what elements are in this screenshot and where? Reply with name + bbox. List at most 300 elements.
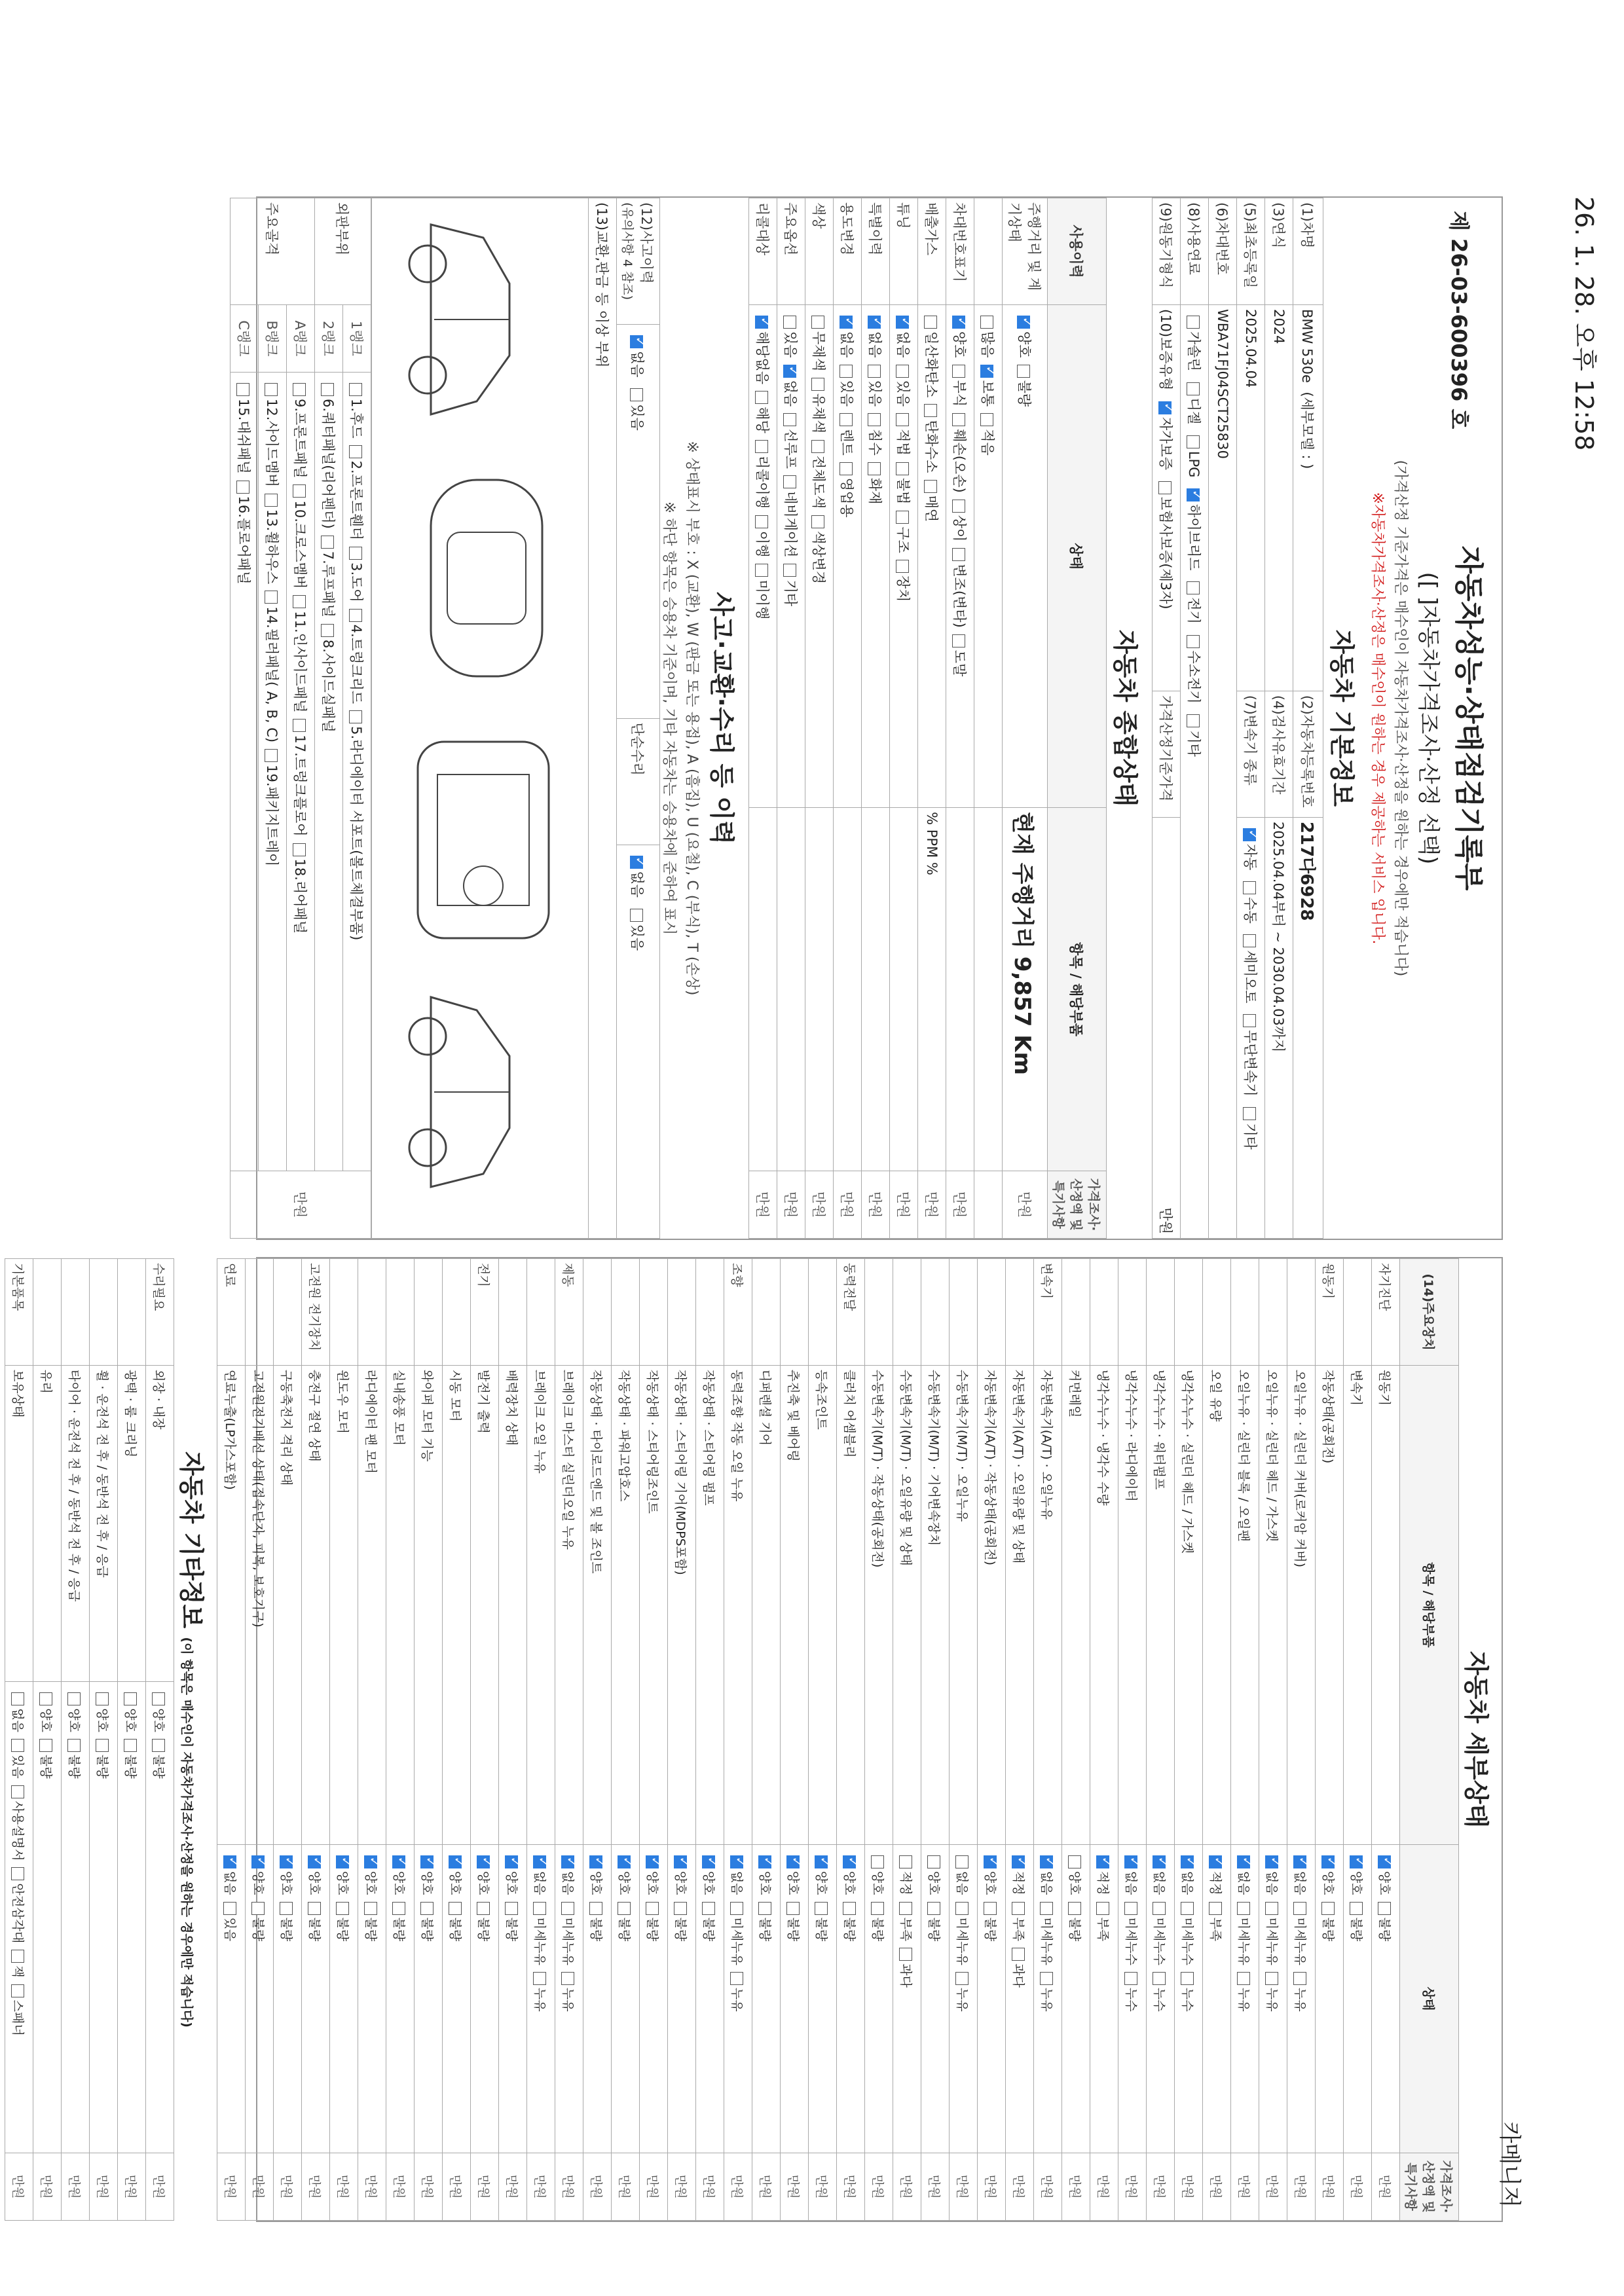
row-item: 수동변속기(M/T) · 작동상태(공회전) [865,1366,893,1845]
checkbox[interactable] [1243,1014,1256,1027]
table-row [890,198,918,1239]
checkbox[interactable] [840,462,853,475]
checkbox[interactable] [1321,1902,1335,1915]
row-price-unit: 만원 [443,2153,471,2221]
checkbox[interactable] [1209,1902,1222,1915]
checkbox-checked[interactable] [631,335,644,348]
row-options [62,1682,90,2153]
checkbox[interactable] [783,316,796,329]
row-price-unit: 만원 [890,1171,918,1239]
option-label: 양호 [673,1870,688,1895]
checkbox[interactable] [843,1902,856,1915]
checkbox-checked[interactable] [308,1855,321,1868]
checkbox[interactable] [840,365,853,378]
checkbox[interactable] [39,1739,52,1752]
checkbox-checked[interactable] [952,316,965,329]
checkbox[interactable] [11,1950,24,1963]
checkbox-checked[interactable] [702,1855,715,1868]
checkbox[interactable] [952,634,965,647]
checkbox-checked[interactable] [392,1855,405,1868]
checkbox-checked[interactable] [1124,1855,1137,1868]
panel-price-unit: 만원 [231,1171,371,1239]
checkbox[interactable] [1012,1948,1025,1961]
checkbox[interactable] [896,560,909,573]
option-label: 양호 [279,1870,294,1895]
checkbox-checked[interactable] [980,365,993,378]
table-row [146,1259,174,2221]
option-label: 누수 [1180,1987,1195,2012]
checkbox-checked[interactable] [1378,1855,1391,1868]
checkbox[interactable] [39,1692,52,1705]
checkbox[interactable] [815,1902,828,1915]
checkbox[interactable] [1012,1902,1025,1915]
checkbox[interactable] [11,1692,24,1705]
checkbox[interactable] [1124,1902,1137,1915]
option-label: 불량 [504,1917,519,1942]
option-label: 양호 [1067,1870,1082,1895]
checkbox[interactable] [924,316,937,329]
checkbox[interactable] [420,1902,434,1915]
row-item: 동력조향 작동 오일 누유 [724,1366,752,1845]
checkbox[interactable] [811,515,824,528]
checkbox[interactable] [984,1902,997,1915]
checkbox[interactable] [449,1902,462,1915]
checkbox[interactable] [783,475,796,488]
checkbox-checked[interactable] [336,1855,349,1868]
checkbox[interactable] [11,1984,24,1997]
checkbox[interactable] [364,1902,377,1915]
option-label: 양호 [814,1870,829,1895]
checkbox[interactable] [730,1972,743,1985]
rank1-label: 1랭크 [343,305,371,373]
checkbox[interactable] [1265,1972,1278,1985]
row-item: 냉각수누수 · 라디에이터 [1118,1366,1147,1845]
checkbox-checked[interactable] [631,856,644,869]
checkbox[interactable] [265,591,278,604]
checkbox[interactable] [1187,382,1200,395]
checkbox-checked[interactable] [618,1855,631,1868]
checkbox[interactable] [67,1739,81,1752]
checkbox[interactable] [336,1902,349,1915]
checkbox[interactable] [349,547,362,560]
accident-label [617,198,660,325]
checkbox[interactable] [1187,581,1200,594]
checkbox[interactable] [955,1972,969,1985]
row-group [809,1259,837,1366]
checkbox-checked[interactable] [533,1855,546,1868]
checkbox[interactable] [1187,714,1200,727]
checkbox[interactable] [674,1902,687,1915]
row-price-unit: 만원 [118,2153,146,2221]
option-label: 양호 [701,1870,716,1895]
row-item: 연료누출(LP가스포함) [217,1366,246,1845]
checkbox[interactable] [871,1855,884,1868]
checkbox[interactable] [561,1902,574,1915]
checkbox[interactable] [293,484,306,498]
option-label: 1.후드 [348,399,364,439]
checkbox-checked[interactable] [251,1855,265,1868]
checkbox[interactable] [783,564,796,577]
option-label: 8.사이드실패널 [320,639,336,733]
table-row [1062,1259,1090,2221]
checkbox[interactable] [1153,1972,1166,1985]
checkbox[interactable] [755,564,768,577]
table-row [978,1259,1006,2221]
checkbox[interactable] [980,413,993,426]
option-label: 없음 [1039,1870,1054,1895]
checkbox-checked[interactable] [1153,1855,1166,1868]
checkbox[interactable] [896,462,909,475]
checkbox[interactable] [758,1902,771,1915]
accident-options [617,325,660,719]
checkbox[interactable] [236,383,249,396]
option-label: 없음 [955,1870,970,1895]
checkbox-checked[interactable] [589,1855,602,1868]
option-label: 불량 [307,1917,322,1942]
checkbox[interactable] [533,1902,546,1915]
row-group [752,1259,781,1366]
option-label: 누유 [1293,1987,1308,2012]
checkbox[interactable] [265,749,278,762]
checkbox[interactable] [955,1855,969,1868]
accident-note-1: ※ 상태표시 부호 : X (교환), W (판금 또는 용접), A (흠집), U (요철), C (부식), T (손상) [684,441,700,996]
row-price-unit: 만원 [696,2153,724,2221]
option-label: 불량 [1349,1917,1364,1942]
rank-a-options [287,373,315,1171]
row-price-unit: 만원 [527,2153,555,2221]
checkbox-checked[interactable] [505,1855,518,1868]
checkbox[interactable] [952,413,965,426]
table-row [781,1259,809,2221]
checkbox[interactable] [96,1692,109,1705]
row-options [1372,1844,1400,2153]
checkbox[interactable] [477,1902,490,1915]
row-group: 변속기 [1034,1259,1062,1366]
checkbox-checked[interactable] [1017,316,1030,329]
checkbox-checked[interactable] [786,1855,800,1868]
table-row [583,1259,612,2221]
row-item: 수동변속기(M/T) · 기어변속장치 [921,1366,950,1845]
checkbox-checked[interactable] [843,1855,856,1868]
checkbox[interactable] [631,909,644,922]
checkbox[interactable] [927,1902,940,1915]
option-label: 미세누유 [1264,1917,1280,1965]
checkbox-checked[interactable] [280,1855,293,1868]
checkbox-checked[interactable] [646,1855,659,1868]
checkbox[interactable] [1181,1972,1194,1985]
table-row [1259,1259,1287,2221]
checkbox[interactable] [896,365,909,378]
checkbox[interactable] [293,719,306,732]
row-detail: 현재 주행거리 9,857 Km [1003,808,1048,1171]
checkbox[interactable] [1265,1902,1278,1915]
checkbox[interactable] [646,1902,659,1915]
checkbox[interactable] [786,1902,800,1915]
checkbox-checked[interactable] [1040,1855,1053,1868]
checkbox-checked[interactable] [561,1855,574,1868]
checkbox[interactable] [223,1902,236,1915]
option-label: 없음 [223,1870,238,1895]
checkbox-checked[interactable] [984,1855,997,1868]
checkbox[interactable] [533,1972,546,1985]
option-label: 불량 [363,1917,378,1942]
row-price-unit: 만원 [583,2153,612,2221]
checkbox-checked[interactable] [896,316,909,329]
option-label: 불량 [476,1917,491,1942]
option-label: 유채색 [811,393,826,433]
checkbox-checked[interactable] [1012,1855,1025,1868]
checkbox[interactable] [811,316,824,329]
checkbox-checked[interactable] [223,1855,236,1868]
row-price-unit: 만원 [918,1171,946,1239]
option-label: 일산화탄소 [923,331,939,398]
checkbox[interactable] [321,383,334,396]
checkbox[interactable] [67,1692,81,1705]
checkbox[interactable] [702,1902,715,1915]
table-row [330,1259,358,2221]
row-price-unit: 만원 [781,2153,809,2221]
checkbox[interactable] [321,536,334,549]
option-label: 있음 [839,380,855,407]
checkbox[interactable] [265,494,278,507]
checkbox-checked[interactable] [1243,828,1256,841]
row-options [358,1844,386,2153]
checkbox-checked[interactable] [868,316,881,329]
checkbox[interactable] [1181,1902,1194,1915]
checkbox[interactable] [631,388,644,401]
option-label: 양호 [951,331,967,358]
checkbox-checked[interactable] [477,1855,490,1868]
checkbox[interactable] [11,1739,24,1752]
checkbox[interactable] [349,445,362,458]
checkbox-checked[interactable] [755,316,768,329]
checkbox[interactable] [1293,1902,1306,1915]
checkbox[interactable] [251,1902,265,1915]
checkbox-checked[interactable] [1209,1855,1222,1868]
checkbox[interactable] [349,609,362,622]
table-row [749,198,777,1239]
period-label: (4)검사유효기간 [1265,691,1293,817]
row-price-unit: 만원 [1090,2153,1118,2221]
option-label: 불량 [927,1917,942,1942]
row-price-unit: 만원 [1372,2153,1400,2221]
checkbox[interactable] [927,1855,940,1868]
checkbox[interactable] [1293,1972,1306,1985]
option-label: 누유 [561,1987,576,2012]
checkbox-checked[interactable] [1181,1855,1194,1868]
column-header: 가격조사·산정액 및 특기사항 [1048,1171,1107,1239]
row-item: 작동상태 · 파워고압호스 [612,1366,640,1845]
checkbox[interactable] [1096,1902,1109,1915]
checkbox[interactable] [1153,1902,1166,1915]
checkbox[interactable] [755,391,768,404]
row-options [946,305,974,808]
rank-c-options [231,373,259,1171]
checkbox[interactable] [980,316,993,329]
checkbox[interactable] [868,462,881,475]
checkbox[interactable] [899,1902,912,1915]
option-label: 미세누유 [1039,1917,1054,1965]
table-row [974,198,1003,1239]
checkbox-checked[interactable] [674,1855,687,1868]
table-row [471,1259,499,2221]
option-label: 3.도어 [348,562,364,602]
column-header: 상태 [1400,1844,1459,2153]
checkbox[interactable] [1158,481,1172,494]
checkbox[interactable] [349,383,362,396]
checkbox[interactable] [1237,1902,1250,1915]
checkbox[interactable] [1350,1902,1363,1915]
checkbox[interactable] [899,1948,912,1961]
checkbox-checked[interactable] [1237,1855,1250,1868]
checkbox[interactable] [755,440,768,453]
column-header: 사용이력 [1048,198,1107,305]
checkbox[interactable] [392,1902,405,1915]
checkbox[interactable] [349,710,362,723]
checkbox[interactable] [955,1902,969,1915]
checkbox-checked[interactable] [364,1855,377,1868]
row-group [921,1259,950,1366]
checkbox-checked[interactable] [815,1855,828,1868]
checkbox-checked[interactable] [1321,1855,1335,1868]
option-label: 11.인사이드패널 [292,611,308,713]
checkbox[interactable] [811,378,824,391]
checkbox[interactable] [293,595,306,608]
checkbox[interactable] [152,1692,165,1705]
checkbox[interactable] [1243,881,1256,894]
option-label: 불량 [786,1917,801,1942]
checkbox-checked[interactable] [1187,488,1200,501]
checkbox[interactable] [293,383,306,396]
checkbox-checked[interactable] [1350,1855,1363,1868]
checkbox[interactable] [589,1902,602,1915]
option-label: 양호 [645,1870,660,1895]
checkbox[interactable] [871,1902,884,1915]
checkbox-checked[interactable] [730,1855,743,1868]
option-label: 양호 [420,1870,435,1895]
checkbox[interactable] [952,548,965,561]
checkbox[interactable] [896,413,909,426]
table-row [724,1259,752,2221]
row-price-unit: 만원 [612,2153,640,2221]
checkbox[interactable] [265,383,278,396]
checkbox-checked[interactable] [783,365,796,378]
checkbox[interactable] [783,413,796,426]
checkbox[interactable] [1187,316,1200,329]
row-item: 구동축전지 격리 상태 [274,1366,302,1845]
option-label: 양호 [927,1870,942,1895]
option-label: 없음 [783,380,798,407]
checkbox-checked[interactable] [1158,401,1172,414]
row-group: 조향 [724,1259,752,1366]
option-label: 변조(변타) [951,564,967,628]
checkbox[interactable] [924,404,937,417]
row-group: 전기 [471,1259,499,1366]
print-timestamp: 26. 1. 28. 오후 12:58 [1570,196,1598,451]
checkbox[interactable] [293,843,306,856]
column-header: 상태 [1048,305,1107,808]
option-label: 기타 [1242,1123,1258,1150]
checkbox[interactable] [11,1867,24,1880]
checkbox[interactable] [840,413,853,426]
checkbox[interactable] [1017,365,1030,378]
row-item: 광택 · 룸 크리닝 [118,1366,146,1682]
checkbox[interactable] [1243,1107,1256,1120]
checkbox[interactable] [236,481,249,494]
checkbox[interactable] [124,1739,137,1752]
year-value: 2024 [1265,305,1293,691]
row-options [415,1844,443,2153]
checkbox[interactable] [1187,635,1200,648]
checkbox-checked[interactable] [1293,1855,1306,1868]
checkbox[interactable] [280,1902,293,1915]
checkbox[interactable] [96,1739,109,1752]
checkbox[interactable] [1040,1902,1053,1915]
checkbox[interactable] [896,511,909,524]
checkbox-checked[interactable] [1265,1855,1278,1868]
checkbox-checked[interactable] [758,1855,771,1868]
row-options [499,1844,527,2153]
option-label: 도말 [951,649,967,677]
option-label: 선루프 [783,429,798,469]
checkbox[interactable] [11,1785,24,1798]
row-options [1175,1844,1203,2153]
checkbox[interactable] [1068,1902,1081,1915]
checkbox-checked[interactable] [449,1855,462,1868]
checkbox[interactable] [755,515,768,528]
row-options [33,1682,62,2153]
checkbox[interactable] [321,624,334,637]
checkbox-checked[interactable] [1096,1855,1109,1868]
table-row [1003,198,1048,1239]
checkbox[interactable] [811,440,824,453]
checkbox[interactable] [730,1902,743,1915]
row-item: 자동변속기(A/T) · 오일누유 [1034,1366,1062,1845]
checkbox[interactable] [952,500,965,513]
checkbox[interactable] [505,1902,518,1915]
row-options [5,1682,33,2153]
checkbox[interactable] [868,365,881,378]
row-price-unit: 만원 [1344,2153,1372,2221]
checkbox[interactable] [1378,1902,1391,1915]
option-label: 미세누유 [1236,1917,1251,1965]
checkbox[interactable] [1187,435,1200,448]
checkbox[interactable] [561,1972,574,1985]
checkbox[interactable] [618,1902,631,1915]
row-item: 고전원전기배선 상태(접속단자, 피복, 보호기구) [246,1366,274,1845]
row-group [865,1259,893,1366]
row-options [724,1844,752,2153]
checkbox[interactable] [1124,1972,1137,1985]
checkbox[interactable] [1243,934,1256,947]
option-label: 불량 [448,1917,463,1942]
checkbox[interactable] [868,413,881,426]
checkbox[interactable] [124,1692,137,1705]
checkbox[interactable] [1068,1855,1081,1868]
row-group [978,1259,1006,1366]
checkbox[interactable] [152,1739,165,1752]
plate-label: (2)자동차등록번호 [1293,691,1323,817]
checkbox[interactable] [1040,1972,1053,1985]
checkbox[interactable] [952,365,965,378]
checkbox-checked[interactable] [420,1855,434,1868]
checkbox[interactable] [1237,1972,1250,1985]
checkbox[interactable] [924,480,937,493]
period-value: 2025.04.04부터 ~ 2030.04.03까지 [1265,817,1293,1238]
checkbox[interactable] [899,1855,912,1868]
checkbox[interactable] [308,1902,321,1915]
checkbox-checked[interactable] [840,316,853,329]
